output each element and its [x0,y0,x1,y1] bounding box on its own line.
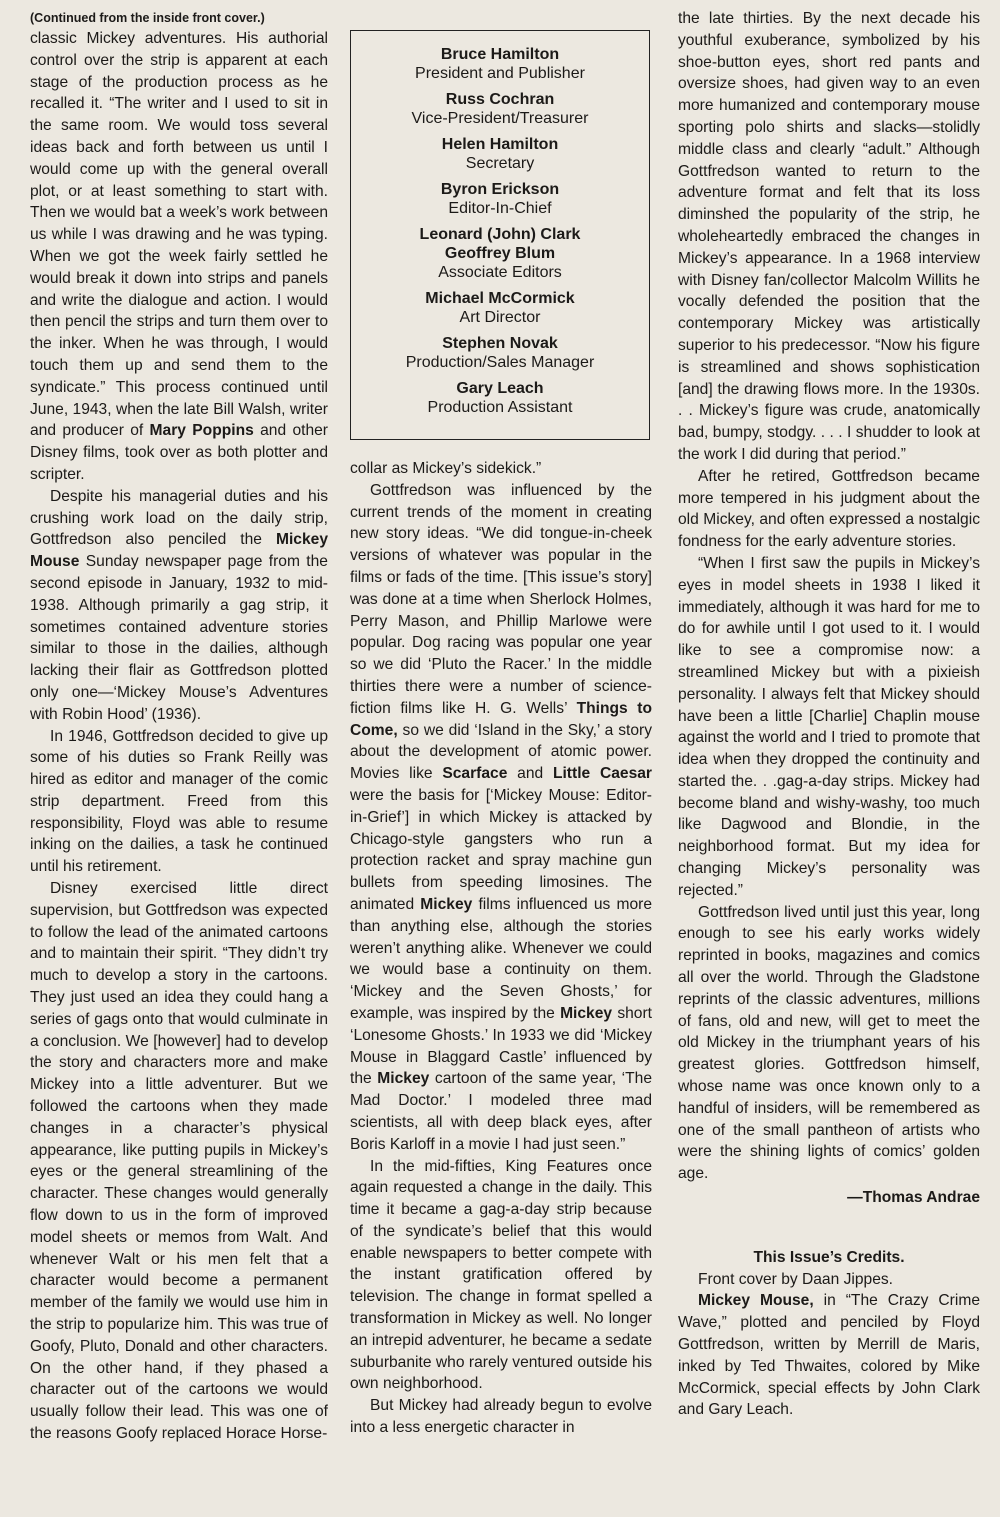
staff-masthead-box [350,30,650,440]
paragraph: “When I first saw the pupils in Mickey’s eyes in model sheets in 1938 I liked it immediately, although it was hard for me to do for awhile until I got used to it. I would like to see a compromise now: a streamlined Mickey but with a pixieish personality. I always felt that Mickey should have been a little [Charlie] Chaplin mouse against the world and I tried to promote that idea when they dropped the continuity and started the. . .gag-a-day strips. Mickey had become bland and wishy-washy, too much like Dagwood and Blondie, in the neighborhood format. But my idea for changing Mickey’s personality was rejected.” [678,554,980,899]
paragraph: collar as Mickey’s sidekick.” [350,460,542,477]
paragraph: Gottfredson was influenced by the current trends of the moment in creating new story ideas. “We did tongue-in-cheek versions of whatever was popular in the films or fads of the time. [This issue’s story] was done at a time when Sherlock Holmes, Perry Mason, and Phillip Marlowe were popular. Dog racing was popular one year so we did ‘Pluto the Racer.’ In the middle thirties there were a number of science-fiction films like H. G. Wells’ Things to Come, so we did ‘Island in the Sky,’ a story about the development of atomic power. Movies like Scarface and Little Caesar were the basis for [‘Mickey Mouse: Editor-in-Grief’] in which Mickey is attacked by Chicago-style gangsters who run a protection racket and spray machine gun bullets from speeding limosines. The animated Mickey films influenced us more than anything else, although the stories weren’t anything alike. Whenever we could we would base a continuity on them. ‘Mickey and the Seven Ghosts,’ for example, was inspired by the Mickey short ‘Lonesome Ghosts.’ In 1933 we did ‘Mickey Mouse in Blaggard Castle’ influenced by the Mickey cartoon of the same year, ‘The Mad Doctor.’ I modeled three mad scientists, all with deep black eyes, after Boris Karloff in a movie I had just seen.” [350,481,653,1153]
article-column-3 [678,8,980,1421]
masthead-entry: Byron Erickson Editor-In-Chief [440,181,560,217]
paragraph: classic Mickey adventures. His authorial control over the strip is apparent at each stage of the production process as he recalled it. “The writer and I used to sit in the same room. We would toss several ideas back and forth between us until I would come up with the general overall plot, or at least something to start with. Then we would bat a week’s work between us while I was drawing and he was typing. When we got the week fairly settled he would break it down into strips and panels and write the dialogue and action. I would then pencil the strips and turn them over to the inker. When he was through, I would touch them up and send them to the syndicate.” This process continued until June, 1943, when the late Bill Walsh, writer and producer of Mary Poppins and other Disney films, took over as both plotter and scripter. [30,30,328,483]
masthead-entry: Gary Leach Production Assistant [427,380,573,416]
paragraph: In 1946, Gottfredson decided to give up some of his duties so Frank Reilly was hired as editor and manager of the comic strip department. Freed from this responsibility, Floyd was able to resume inking on the dailies, a task he continued until his retirement. [30,727,328,876]
paragraph: Gottfredson lived until just this year, long enough to see his early works widely reprinted in books, magazines and comics all over the world. Through the Gladstone reprints of the classic adventures, millions of fans, old and new, will get to meet the old Mickey in the triumphant years of his greatest glories. Gottfredson himself, whose name was once known only to a handful of insiders, will be remembered as one of the small pantheon of artists who were the shining lights of comics’ golden age. [678,903,980,1183]
masthead-entry: Bruce Hamilton President and Publisher [415,46,585,82]
paragraph: Despite his managerial duties and his crushing work load on the daily strip, Gottfredson also penciled the Mickey Mouse Sunday newspaper page from the second episode in January, 1932 to mid-1938. Although primarily a gag strip, it sometimes contained adventure stories similar to those in the dailies, although lacking their flair as Gottfredson plotted only one—‘Mickey Mouse’s Adventures with Robin Hood’ (1936). [30,487,328,723]
masthead-entry: Michael McCormick Art Director [425,290,575,326]
article-column-2 [350,458,652,1439]
paragraph: In the mid-fifties, King Features once again requested a change in the daily. This time it became a gag-a-day strip because of the syndicate’s belief that this would enable newspapers to better compete with the instant gratification offered by television. The change in format spelled a transformation in Mickey as well. No longer an intrepid adventurer, he became a sedate suburbanite who rarely ventured outside his own neighborhood. [350,1157,652,1393]
article-column-1 [30,8,328,1445]
masthead-entry: Leonard (John) Clark Geoffrey Blum Associate Editors [419,226,581,281]
masthead-entry: Helen Hamilton Secretary [441,136,559,172]
paragraph: After he retired, Gottfredson became more tempered in his judgment about the old Mickey, and often expressed a nostalgic fondness for the early adventure stories. [678,467,980,551]
credits-heading: This Issue’s Credits. [753,1248,905,1266]
masthead-entry: Stephen Novak Production/Sales Manager [405,335,595,371]
author-signature: —Thomas Andrae [847,1189,980,1207]
masthead-entry: Russ Cochran Vice-President/Treasurer [411,91,589,127]
credits-cover: Front cover by Daan Jippes. [698,1270,894,1288]
paragraph: Disney exercised little direct supervision, but Gottfredson was expected to follow the lead of the animated cartoons and to maintain their spirit. “They didn’t try much to develop a story in the cartoons. They just used an idea they could hang a series of gags onto that would culminate in a conclusion. We [however] had to develop the story and characters more and make Mickey into a little adventurer. But we followed the cartoons when they made changes in a character’s physical appearance, like putting pupils in Mickey’s eyes or the general streamlining of the character. These changes would generally flow down to us in the form of improved model sheets or memos from Walt. And whenever Walt or his men felt that a character would become a permanent member of the family we would use him in the strip to popularize him. This was true of Goofy, Pluto, Donald and other characters. On the other hand, if they phased a character out of the cartoons we would usually follow their lead. This was one of the reasons Goofy replaced Horace Horse- [30,880,328,1442]
continued-note: (Continued from the inside front cover.) [30,11,265,25]
paragraph: But Mickey had already begun to evolve into a less energetic character in [350,1397,652,1437]
credits-story: Mickey Mouse, in “The Crazy Crime Wave,” plotted and penciled by Floyd Gottfredson, written by Merrill de Maris, inked by Ted Thwaites, colored by Mike McCormick, special effects by John Clark and Gary Leach. [678,1292,980,1419]
paragraph: the late thirties. By the next decade his youthful exuberance, symbolized by his shoe-button eyes, short red pants and oversize shoes, had given way to an even more humanized and contemporary mouse sporting polo shirts and slacks—stolidly middle class and clearly “adult.” Although Gottfredson wanted to return to the adventure format and felt that its loss diminshed the popularity of the strip, he wholeheartedly embraced the changes in Mickey’s appearance. In a 1968 interview with Disney fan/collector Malcolm Willits he vocally defended the position that the contemporary Mickey was artistically superior to his predecessor. “Now his figure is streamlined and shows sophistication [and] the drawing flows more. In the 1930s. . . Mickey’s figure was crude, anatomically bad, bumpy, stodgy. . . . I shudder to look at the work I did during that period.” [678,10,980,463]
